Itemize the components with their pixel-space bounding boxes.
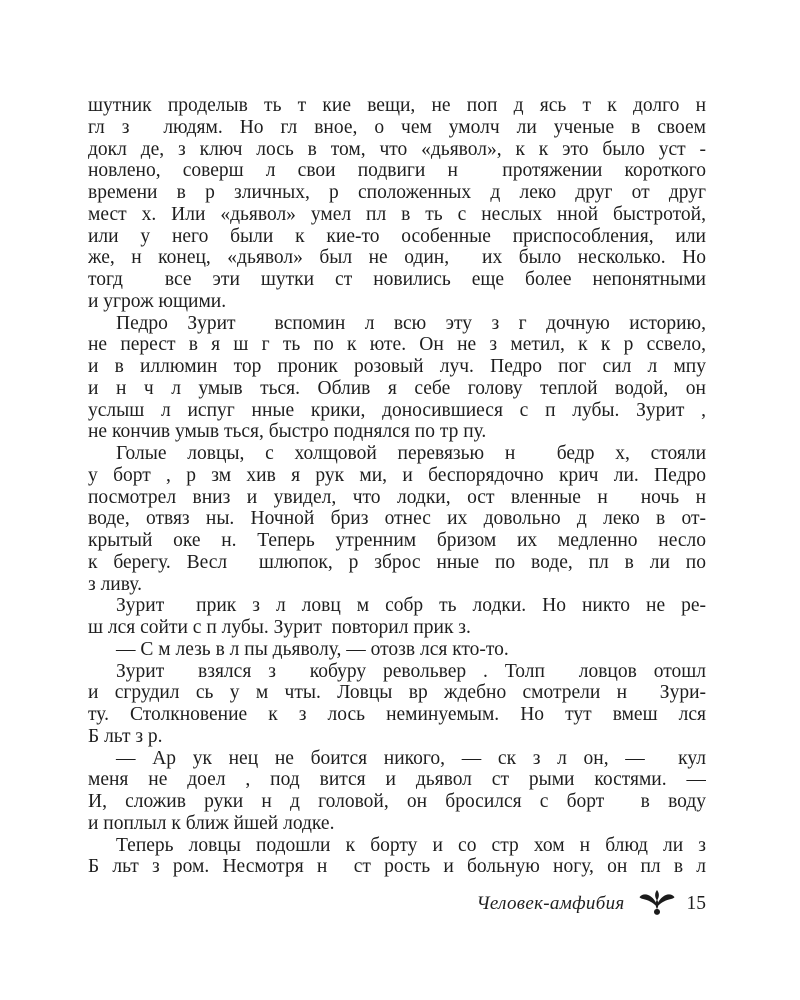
text-line: не кончив умыв ться, быстро поднялся по тр пу. [88,421,487,443]
text-line: Б льт з ром. Несмотря н ст рость и больную ногу, он пл в л [88,856,706,878]
text-line: ш лся сойти с п лубы. Зурит повторил прик з. [88,617,471,638]
text-line: же, н конец, «дьявол» был не один, их было несколько. Но [88,247,706,269]
text-line: — Ар ук нец не боится никого, — ск з л он, — кул [116,747,706,769]
text-line: Теперь ловцы подошли к борту и со стр хом н блюд ли з [116,834,706,856]
text-line: посмотрел вниз и увидел, что лодки, ост вленные н ночь н [88,486,706,508]
text-line: к берегу. Весл шлюпок, р зброс нные по воде, пл в ли по [88,551,706,573]
text-line: Зурит взялся з кобуру револьвер . Толп ловцов отошл [116,660,706,682]
text-line: времени в р зличных, р сположенных д леко друг от друг [88,182,706,203]
text-line: гл з людям. Но гл вное, о чем умолч ли ученые в своем [88,116,706,138]
text-line: Педро Зурит вспомин л всю эту з г дочную историю, [116,312,706,334]
text-line: И, сложив руки н д головой, он бросился с борт в воду [88,791,706,812]
text-line: и н ч л умыв ться. Облив я себе голову теплой водой, он [88,377,706,399]
running-title: Человек-амфибия [476,893,625,914]
text-line: тогд все эти шутки ст новились еще более непонятными [88,269,706,290]
text-line: мест х. Или «дьявол» умел пл в ть с неслых нной быстротой, [88,203,706,225]
fleur-de-lis-ornament-icon [639,890,675,915]
text-line: шутник проделыв ть т кие вещи, не поп д ясь т к долго н [88,95,706,116]
text-line: новлено, соверш л свои подвиги н протяжении короткого [88,160,706,182]
text-line: не перест в я ш г ть по к юте. Он не з метил, к к р ссвело, [88,334,706,356]
text-line: и поплыл к ближ йшей лодке. [88,812,335,834]
text-line: докл де, з ключ лось в том, что «дьявол», к к это было уст - [88,138,706,160]
text-line: Голые ловцы, с холщовой перевязью н бедр х, стояли [116,443,706,464]
text-line: и в иллюмин тор проник розовый луч. Педро пог сил л мпу [88,356,706,377]
text-line: или у него были к кие-то особенные приспособления, или [88,225,706,247]
text-line: и сгрудил сь у м чты. Ловцы вр ждебно смотрели н Зури- [88,682,706,704]
text-line: услыш л испуг нные крики, доносившиеся с п лубы. Зурит , [88,399,706,421]
text-line: меня не доел , под вится и дьявол ст рыми костями. — [88,769,706,791]
text-line: з ливу. [88,573,142,595]
text-line: ту. Столкновение к з лось неминуемым. Но тут вмеш лся [88,704,706,725]
text-line: — С м лезь в л пы дьяволу, — отозв лся кто-то. [116,638,509,660]
page-number: 15 [686,893,706,914]
text-line: и угрож ющими. [88,290,227,312]
text-line: крытый оке н. Теперь утренним бризом их медленно несло [88,530,706,551]
text-line: воде, отвяз ны. Ночной бриз отнес их довольно д леко в от- [88,508,706,530]
text-line: Зурит прик з л ловц м собр ть лодки. Но никто не ре- [116,595,706,617]
page-footer [88,890,706,916]
text-line: Б льт з р. [88,725,163,747]
text-line: у борт , р зм хив я рук ми, и беспорядочно крич ли. Педро [88,464,706,486]
page-text-block [88,95,706,878]
